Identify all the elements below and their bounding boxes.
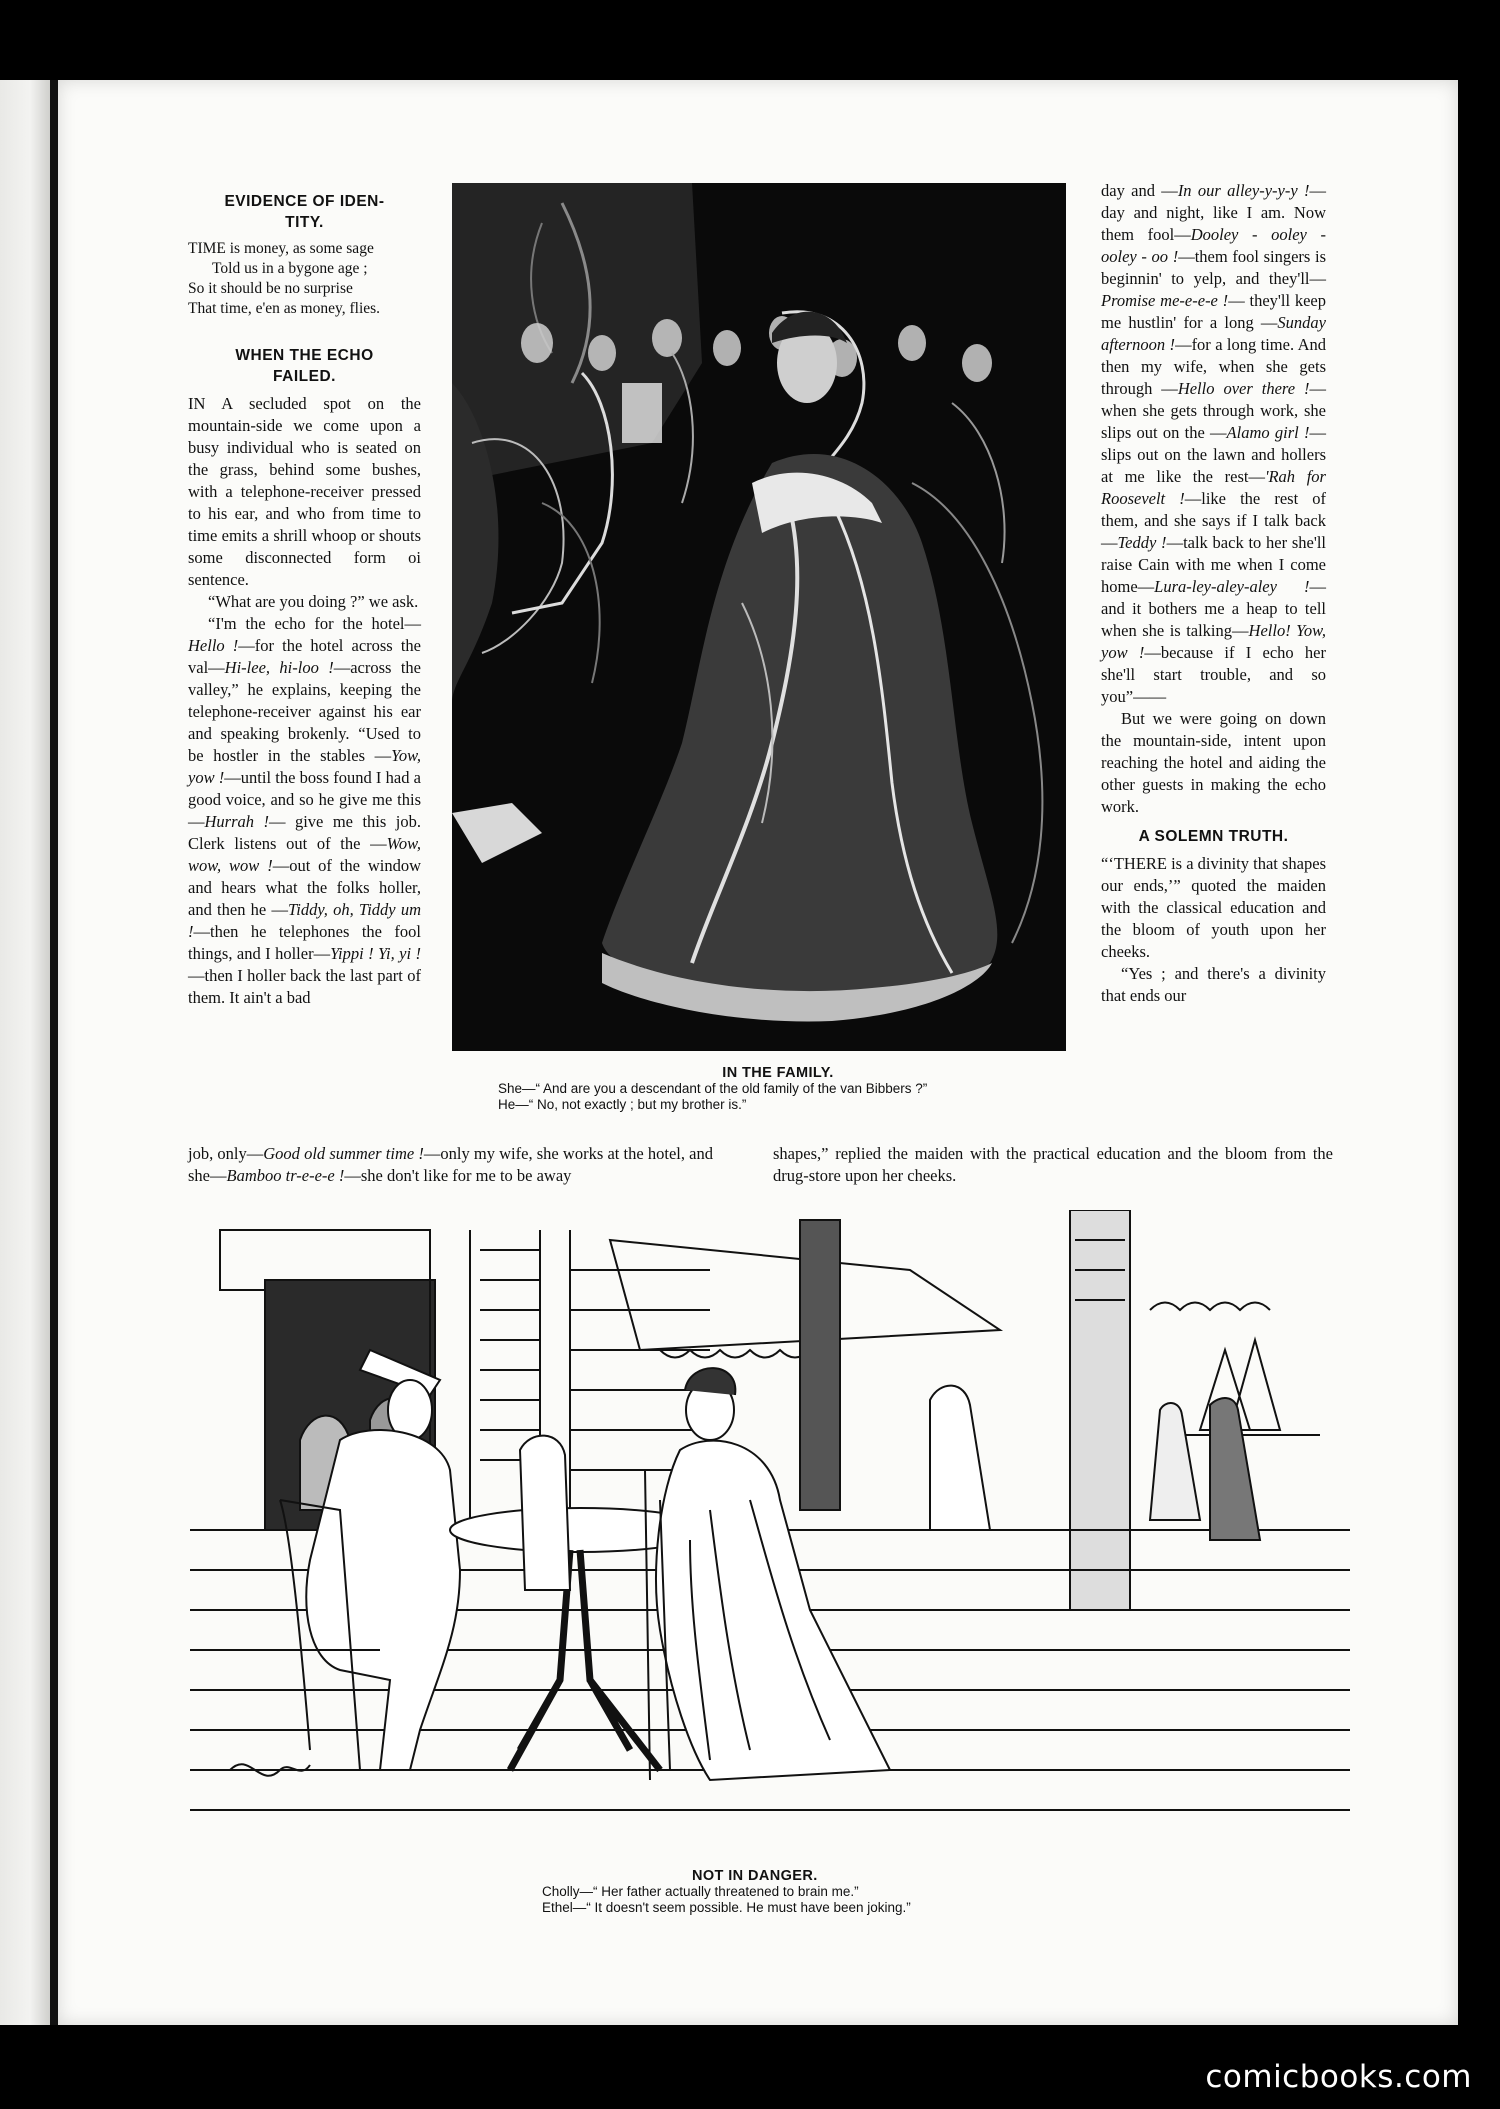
text-run: — give me this job. Clerk listens out of the — bbox=[188, 812, 421, 853]
italic-run: Sunday afternoon ! bbox=[1101, 313, 1326, 354]
text-run: day and — bbox=[1101, 181, 1178, 200]
ballroom-drawing bbox=[452, 183, 1066, 1051]
text-run: —and it bothers me a heap to tell when she is talking— bbox=[1101, 577, 1326, 640]
italic-run: Tiddy, oh, Tiddy um ! bbox=[188, 900, 421, 941]
text-run: —out of the window and hears what the folks holler, and then he — bbox=[188, 856, 421, 919]
text-run: “I'm the echo for the hotel— bbox=[208, 614, 421, 633]
book-spine bbox=[0, 80, 50, 2025]
danger-caption-cholly: Cholly—“ Her father actually threatened to brain me.” bbox=[542, 1884, 859, 1899]
text-run: —slips out on the lawn and hollers at me like the rest— bbox=[1101, 423, 1326, 486]
text-run: —because if I echo her she'll start trouble, and so you”—— bbox=[1101, 643, 1326, 706]
echo-closing: But we were going on down the mountain-side, intent upon reaching the hotel and aiding the other guests in making the echo work. bbox=[1101, 709, 1326, 816]
family-caption-he: He—“ No, not exactly ; but my brother is.” bbox=[498, 1097, 747, 1112]
echo-title-line2: FAILED. bbox=[273, 368, 336, 385]
italic-run: Yippi ! Yi, yi ! bbox=[330, 944, 421, 963]
italic-run: Dooley - ooley - ooley - oo ! bbox=[1101, 225, 1326, 266]
italic-run: Yow, yow ! bbox=[188, 746, 421, 787]
family-caption bbox=[498, 1065, 1058, 1113]
danger-caption-ethel: Ethel—“ It doesn't seem possible. He must have been joking.” bbox=[542, 1900, 911, 1915]
echo-spanning-text bbox=[188, 1143, 713, 1187]
verse-line: That time, e'en as money, flies. bbox=[188, 300, 381, 317]
verse-line: So it should be no surprise bbox=[188, 280, 353, 297]
truth-spanning-text bbox=[773, 1143, 1333, 1187]
italic-run: Hello over there ! bbox=[1177, 379, 1310, 398]
family-caption-she: She—“ And are you a descendant of the old family of the van Bibbers ?” bbox=[498, 1081, 928, 1096]
text-run: job, only— bbox=[188, 1144, 264, 1163]
truth-paragraph-2: “Yes ; and there's a divinity that ends our bbox=[1101, 964, 1326, 1005]
text-run: —she don't like for me to be away bbox=[344, 1166, 572, 1185]
italic-run: Alamo girl ! bbox=[1226, 423, 1310, 442]
italic-run: Hurrah ! bbox=[204, 812, 269, 831]
truth-paragraph-1: “‘THERE is a divinity that shapes our ends,’” quoted the maiden with the classical education and the bloom of youth upon her cheeks. bbox=[1101, 854, 1326, 961]
italic-run: Hello ! bbox=[188, 636, 239, 655]
evidence-heading bbox=[188, 191, 421, 233]
text-run: — they'll keep me hustlin' for a long — bbox=[1101, 291, 1326, 332]
italic-run: 'Rah for Roosevelt ! bbox=[1101, 467, 1326, 508]
text-run: —then I holler back the last part of them. It ain't a bad bbox=[188, 966, 421, 1007]
echo-heading bbox=[188, 345, 421, 387]
italic-run: Lura-ley-aley-aley ! bbox=[1154, 577, 1310, 596]
danger-caption-title: NOT IN DANGER. bbox=[692, 1868, 818, 1884]
italic-run: Promise me-e-e-e ! bbox=[1101, 291, 1229, 310]
echo-paragraph-2: “What are you doing ?” we ask. bbox=[208, 592, 419, 611]
echo-title-line1: WHEN THE ECHO bbox=[235, 347, 374, 364]
site-watermark: comicbooks.com bbox=[1205, 2059, 1472, 2095]
text-run: —like the rest of them, and she says if I talk back— bbox=[1101, 489, 1326, 552]
italic-run: Bamboo tr-e-e-e ! bbox=[226, 1166, 345, 1185]
evidence-verse bbox=[188, 239, 421, 319]
verse-line: Told us in a bygone age ; bbox=[212, 260, 368, 277]
echo-paragraph-1: IN A secluded spot on the mountain-side we come upon a busy individual who is seated on the grass, behind some bushes, with a telephone-receiver pressed to his ear, and who from time to time emits a shrill whoop or shouts some disconnected form oi sentence. bbox=[188, 394, 421, 589]
italic-run: Hello! Yow, yow ! bbox=[1101, 621, 1326, 662]
ballroom-illustration bbox=[452, 183, 1066, 1051]
magazine-page bbox=[58, 80, 1458, 2025]
text-run: —them fool singers is beginnin' to yelp, and they'll— bbox=[1101, 247, 1326, 288]
text-run: —for the hotel across the val— bbox=[188, 636, 421, 677]
italic-run: In our alley-y-y-y ! bbox=[1177, 181, 1310, 200]
family-caption-title: IN THE FAMILY. bbox=[722, 1065, 834, 1081]
text-run: —day and night, like I am. Now them fool— bbox=[1101, 181, 1326, 244]
text-run: —for a long time. And then my wife, when she gets through — bbox=[1101, 335, 1326, 398]
spine-gutter bbox=[50, 80, 58, 2025]
text-run: —until the boss found I had a good voice, and so he give me this — bbox=[188, 768, 421, 831]
italic-run: Teddy ! bbox=[1117, 533, 1167, 552]
truth-span: shapes,” replied the maiden with the practical education and the bloom from the drug-store upon her cheeks. bbox=[773, 1144, 1333, 1185]
text-run: —then he telephones the fool things, and I holler— bbox=[188, 922, 421, 963]
italic-run: Good old summer time ! bbox=[263, 1144, 424, 1163]
text-run: —only my wife, she works at the hotel, and she— bbox=[188, 1144, 713, 1185]
italic-run: Hi-lee, hi-loo ! bbox=[224, 658, 334, 677]
text-run: —when she gets through work, she slips out on the — bbox=[1101, 379, 1326, 442]
text-run: —talk back to her she'll raise Cain with me when I come home— bbox=[1101, 533, 1326, 596]
evidence-title-line2: TITY. bbox=[285, 214, 324, 231]
veranda-illustration bbox=[190, 1210, 1365, 1840]
right-column bbox=[1101, 180, 1326, 1007]
echo-paragraph-3 bbox=[188, 613, 421, 1009]
text-run: —across the valley,” he explains, keeping the telephone-receiver against his ear and speaking brokenly. “Used to be hostler in the stables — bbox=[188, 658, 421, 765]
left-column bbox=[188, 185, 421, 1009]
evidence-title-line1: EVIDENCE OF IDEN- bbox=[224, 193, 385, 210]
veranda-drawing bbox=[190, 1210, 1365, 1840]
danger-caption bbox=[542, 1868, 1102, 1916]
italic-run: Wow, wow, wow ! bbox=[188, 834, 421, 875]
truth-heading: A SOLEMN TRUTH. bbox=[1138, 828, 1289, 845]
verse-line: TIME is money, as some sage bbox=[188, 240, 374, 257]
